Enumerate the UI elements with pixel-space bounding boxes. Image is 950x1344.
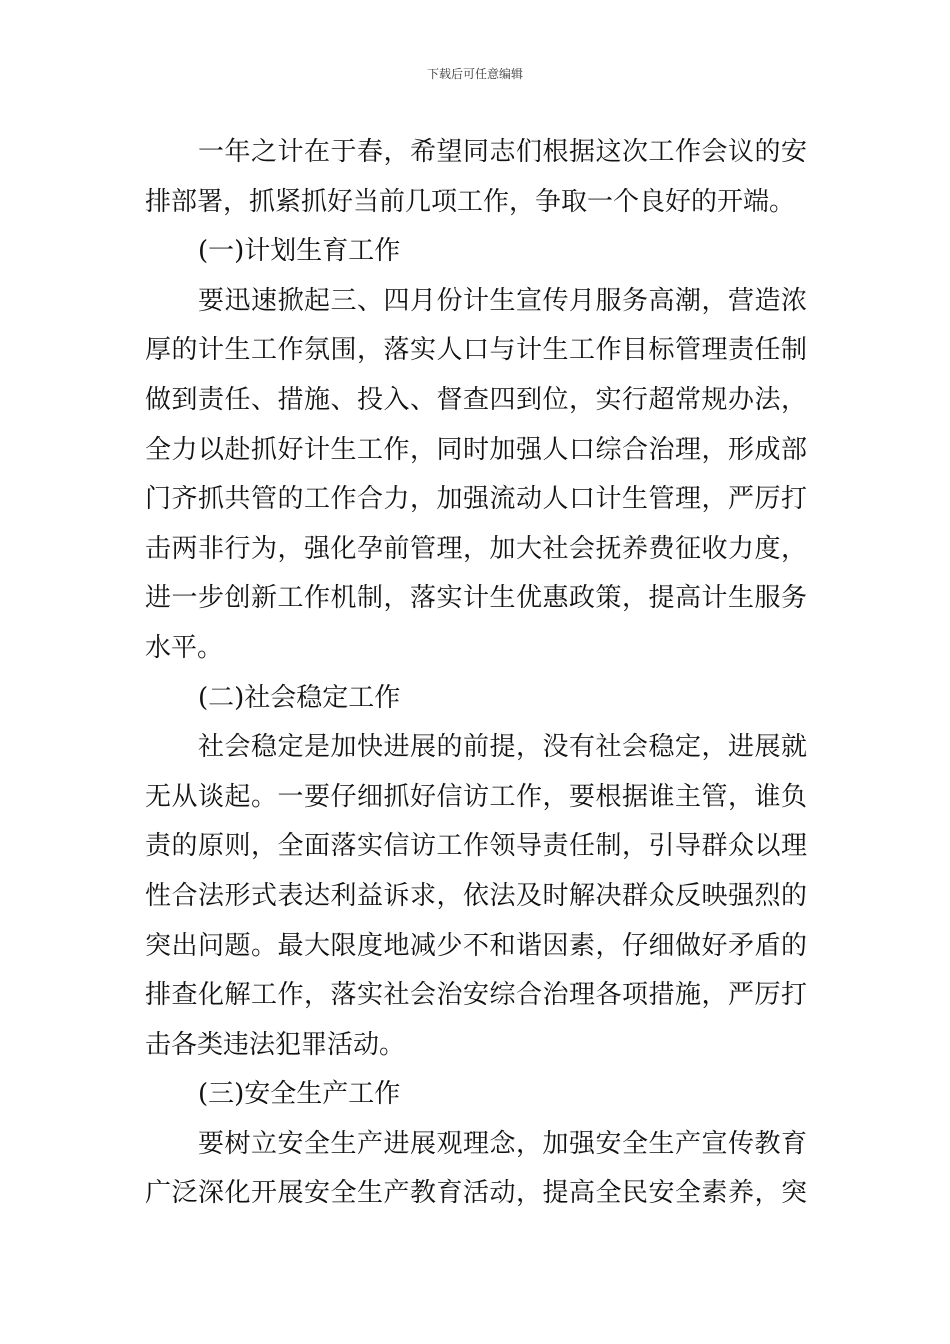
document-body — [145, 128, 807, 1219]
text-line: 击各类违法犯罪活动。 — [145, 1029, 406, 1060]
text-line: 排查化解工作，落实社会治安综合治理各项措施，严厉打 — [145, 980, 807, 1011]
text-line: 社会稳定是加快进展的前提，没有社会稳定，进展就 — [198, 732, 807, 763]
text-line: 水平。 — [145, 632, 224, 663]
text-line: (二)社会稳定工作 — [198, 682, 401, 713]
text-line: 全力以赴抓好计生工作，同时加强人口综合治理，形成部 — [145, 434, 807, 465]
text-line: 做到责任、措施、投入、督查四到位，实行超常规办法， — [145, 384, 807, 415]
text-line: 门齐抓共管的工作合力，加强流动人口计生管理，严厉打 — [145, 484, 807, 515]
text-line: 排部署，抓紧抓好当前几项工作，争取一个良好的开端。 — [145, 186, 796, 217]
text-line: (三)安全生产工作 — [198, 1079, 401, 1110]
text-line: 责的原则，全面落实信访工作领导责任制，引导群众以理 — [145, 831, 807, 862]
text-line: 击两非行为，强化孕前管理，加大社会抚养费征收力度， — [145, 533, 807, 564]
text-line: 广泛深化开展安全生产教育活动，提高全民安全素养，突 — [145, 1178, 807, 1209]
text-line: 进一步创新工作机制，落实计生优惠政策，提高计生服务 — [145, 583, 807, 614]
text-line: 要树立安全生产进展观理念，加强安全生产宣传教育 — [198, 1128, 807, 1159]
text-line: 一年之计在于春，希望同志们根据这次工作会议的安 — [198, 137, 807, 167]
text-line: 突出问题。最大限度地减少不和谐因素，仔细做好矛盾的 — [145, 930, 807, 961]
text-line: (一)计划生育工作 — [198, 236, 401, 267]
text-line: 要迅速掀起三、四月份计生宣传月服务高潮，营造浓 — [198, 285, 807, 316]
text-line: 性合法形式表达利益诉求，依法及时解决群众反映强烈的 — [145, 880, 807, 911]
page-header: 下载后可任意编辑 — [426, 67, 523, 81]
text-line: 无从谈起。一要仔细抓好信访工作，要根据谁主管，谁负 — [145, 781, 807, 812]
text-line: 厚的计生工作氛围，落实人口与计生工作目标管理责任制 — [145, 335, 807, 366]
